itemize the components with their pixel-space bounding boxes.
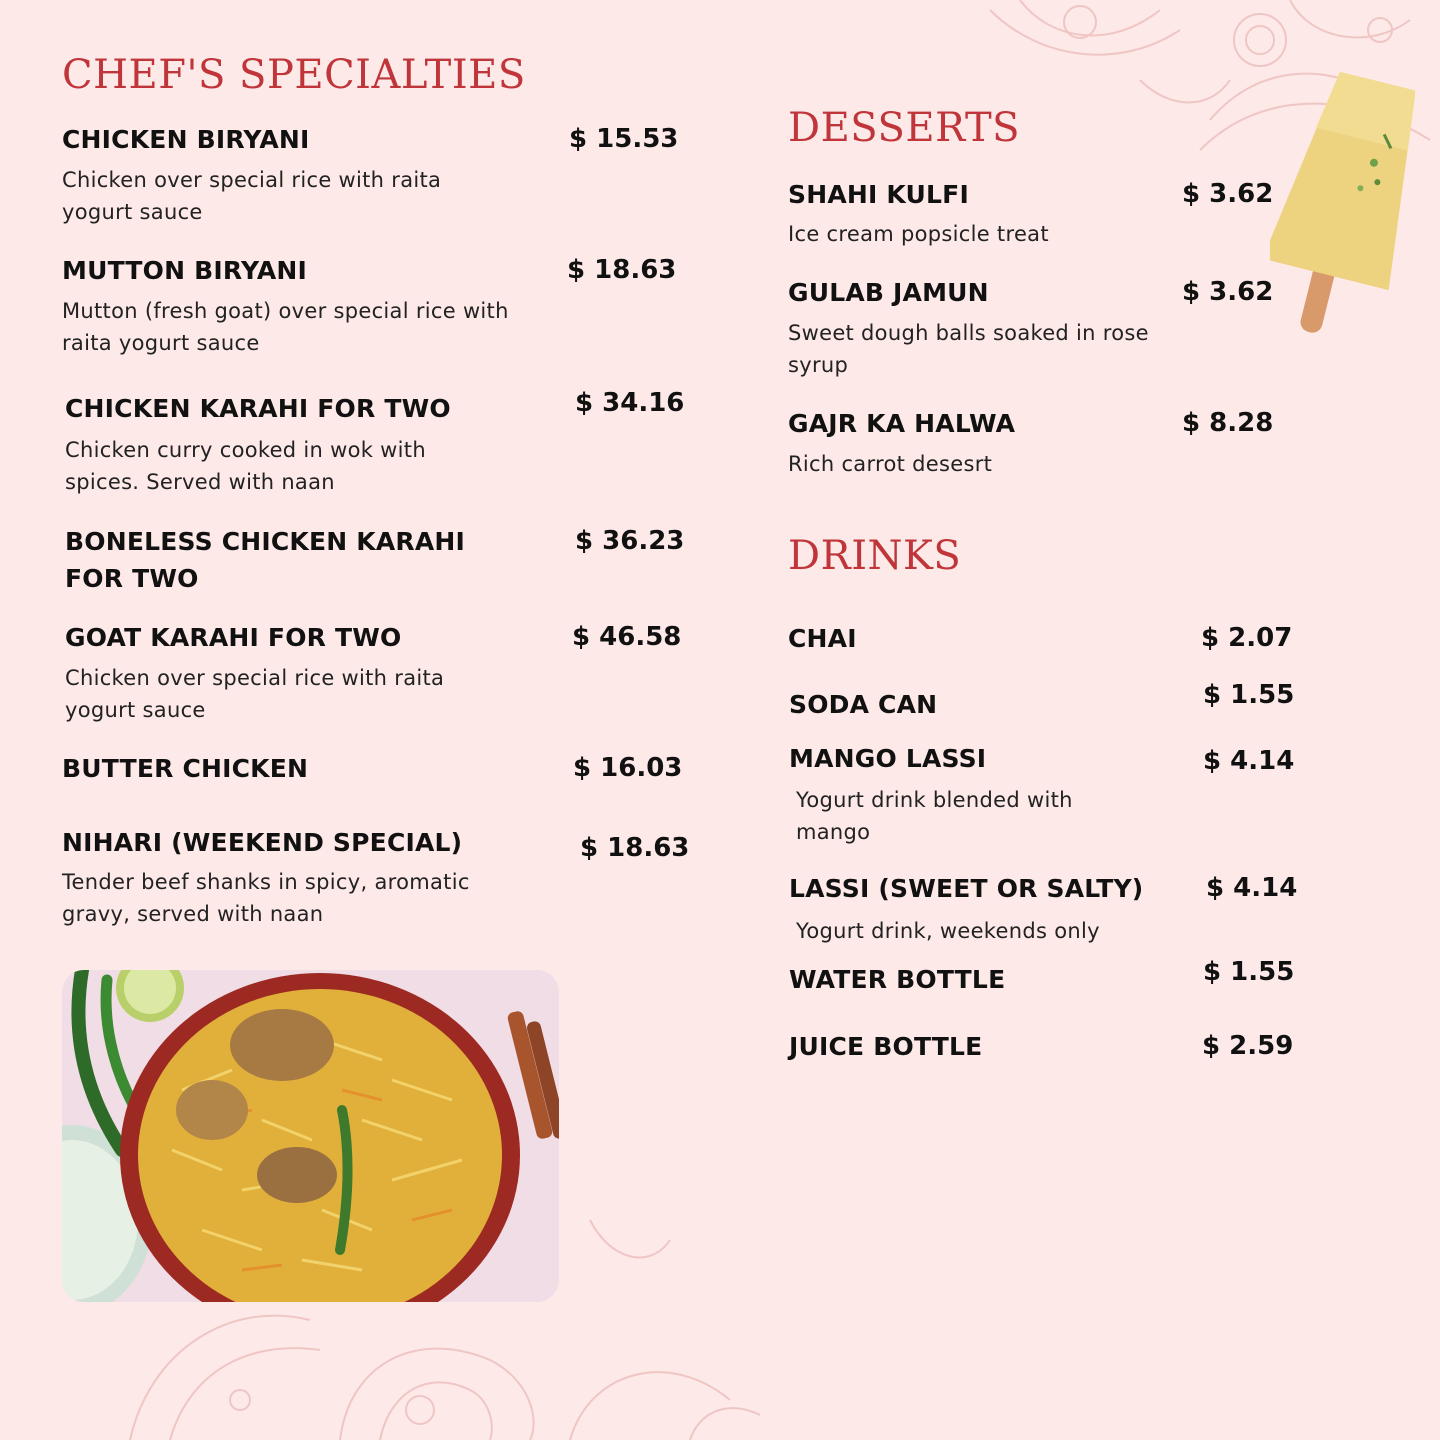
item-description: Chicken over special rice with raita yogurt sauce xyxy=(65,666,445,722)
item-price: $ 46.58 xyxy=(572,622,682,652)
item-price: $ 1.55 xyxy=(1203,957,1295,987)
item-name: MUTTON BIRYANI xyxy=(62,256,308,285)
item-price: $ 15.53 xyxy=(569,124,679,154)
chicken-biryani-photo xyxy=(62,970,559,1302)
item-name: BONELESS CHICKEN KARAHI FOR TWO xyxy=(65,527,466,593)
item-name: SHAHI KULFI xyxy=(788,180,969,209)
drinks-title: DRINKS xyxy=(788,533,962,579)
item-name: CHICKEN KARAHI FOR TWO xyxy=(65,394,451,423)
item-name: CHICKEN BIRYANI xyxy=(62,125,310,154)
item-name: GOAT KARAHI FOR TWO xyxy=(65,623,402,652)
item-name: SODA CAN xyxy=(789,690,938,719)
item-price: $ 2.07 xyxy=(1201,623,1293,653)
item-description: Chicken curry cooked in wok with spices. Served with naan xyxy=(65,438,426,494)
item-price: $ 18.63 xyxy=(567,255,677,285)
item-name: MANGO LASSI xyxy=(789,744,987,773)
item-name: BUTTER CHICKEN xyxy=(62,754,309,783)
item-price: $ 3.62 xyxy=(1182,277,1274,307)
item-description: Chicken over special rice with raita yogurt sauce xyxy=(62,168,442,224)
item-price: $ 3.62 xyxy=(1182,179,1274,209)
item-name: NIHARI (WEEKEND SPECIAL) xyxy=(62,828,463,857)
item-description: Rich carrot desesrt xyxy=(788,452,993,476)
item-price: $ 4.14 xyxy=(1206,873,1298,903)
item-price: $ 34.16 xyxy=(575,388,685,418)
item-description: Mutton (fresh goat) over special rice with raita yogurt sauce xyxy=(62,299,509,355)
item-price: $ 16.03 xyxy=(573,753,683,783)
item-description: Yogurt drink, weekends only xyxy=(796,919,1100,943)
item-description: Ice cream popsicle treat xyxy=(788,222,1049,246)
item-description: Yogurt drink blended with mango xyxy=(796,788,1073,844)
item-name: LASSI (SWEET OR SALTY) xyxy=(789,874,1144,903)
item-price: $ 1.55 xyxy=(1203,680,1295,710)
biryani-bowl-illustration xyxy=(62,970,559,1302)
desserts-title: DESSERTS xyxy=(788,105,1021,151)
item-name: CHAI xyxy=(788,624,857,653)
item-price: $ 36.23 xyxy=(575,526,685,556)
item-price: $ 4.14 xyxy=(1203,746,1295,776)
item-description: Tender beef shanks in spicy, aromatic gravy, served with naan xyxy=(62,870,470,926)
item-name: WATER BOTTLE xyxy=(789,965,1006,994)
specialties-title: CHEF'S SPECIALTIES xyxy=(62,52,526,98)
item-price: $ 8.28 xyxy=(1182,408,1274,438)
item-name: GAJR KA HALWA xyxy=(788,409,1016,438)
item-name: JUICE BOTTLE xyxy=(789,1032,983,1061)
item-description: Sweet dough balls soaked in rose syrup xyxy=(788,321,1149,377)
item-name: GULAB JAMUN xyxy=(788,278,989,307)
kulfi-popsicle-illustration xyxy=(1270,66,1415,341)
item-price: $ 18.63 xyxy=(580,833,690,863)
item-price: $ 2.59 xyxy=(1202,1031,1294,1061)
